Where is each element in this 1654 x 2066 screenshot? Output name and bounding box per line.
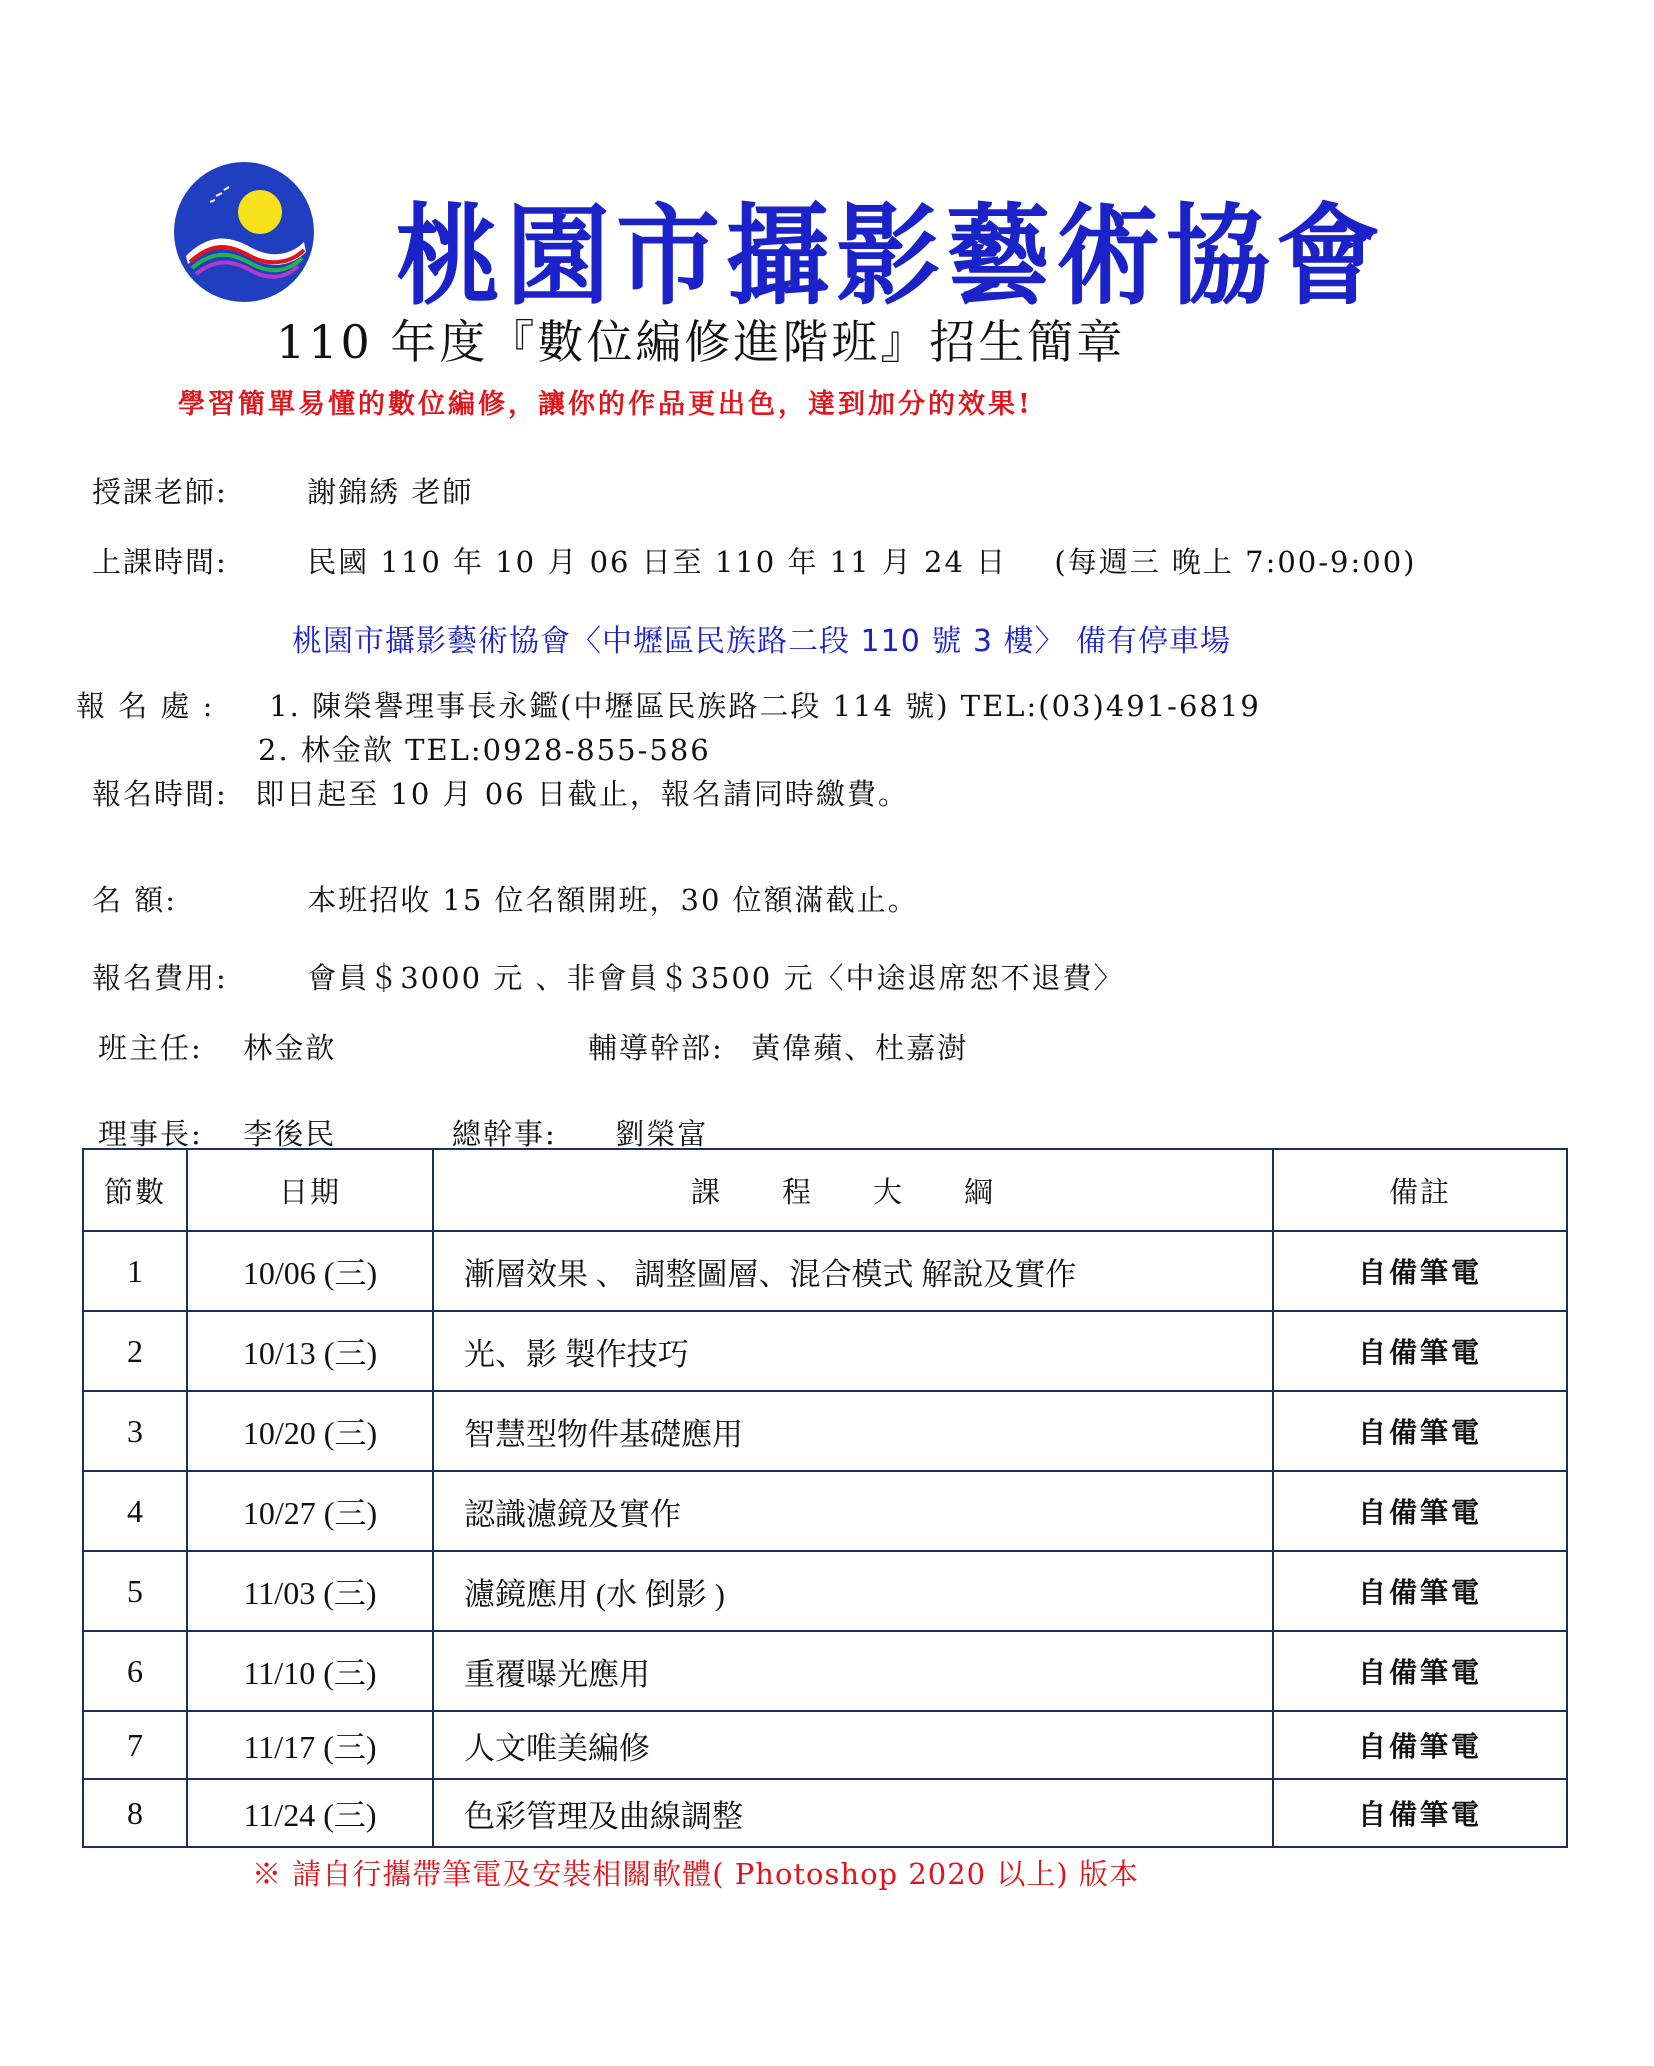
association-logo xyxy=(172,160,316,304)
tutors-line xyxy=(588,1026,968,1067)
fee-label: 報名費用: xyxy=(92,961,228,995)
session-date: 11/10 (三) xyxy=(187,1631,433,1711)
registration-line-1 xyxy=(76,684,1261,725)
session-note: 自備筆電 xyxy=(1273,1631,1567,1711)
session-number: 7 xyxy=(83,1711,187,1779)
secretary-value: 劉榮富 xyxy=(615,1117,709,1151)
header-note: 備註 xyxy=(1273,1149,1567,1231)
venue: 桃園市攝影藝術協會〈中壢區民族路二段 110 號 3 樓〉 備有停車場 xyxy=(292,624,1232,659)
chairman-line xyxy=(98,1112,336,1153)
session-number: 4 xyxy=(83,1471,187,1551)
registration-1: 1. 陳榮譽理事長永鑑(中壢區民族路二段 114 號) TEL:(03)491-6819 xyxy=(269,689,1261,723)
table-row xyxy=(83,1231,1567,1311)
session-topic: 智慧型物件基礎應用 xyxy=(433,1391,1273,1471)
table-row xyxy=(83,1631,1567,1711)
registration-line-2 xyxy=(258,728,711,769)
class-head-value: 林金歆 xyxy=(243,1031,337,1065)
quota-line xyxy=(92,878,919,919)
teacher-value: 謝錦綉 老師 xyxy=(307,475,474,509)
time-note: (每週三 晚上 7:00-9:00) xyxy=(1054,545,1417,579)
time-label: 上課時間: xyxy=(92,545,228,579)
teacher-label: 授課老師: xyxy=(92,475,228,509)
session-number: 1 xyxy=(83,1231,187,1311)
reg-time-line xyxy=(92,772,909,813)
session-date: 10/20 (三) xyxy=(187,1391,433,1471)
class-head-line xyxy=(98,1026,336,1067)
secretary-label: 總幹事: xyxy=(452,1117,557,1151)
session-date: 11/03 (三) xyxy=(187,1551,433,1631)
header-date: 日期 xyxy=(187,1149,433,1231)
session-topic: 重覆曝光應用 xyxy=(433,1631,1273,1711)
session-topic: 漸層效果 、 調整圖層、混合模式 解說及實作 xyxy=(433,1231,1273,1311)
session-date: 10/13 (三) xyxy=(187,1311,433,1391)
tagline: 學習簡單易懂的數位編修，讓你的作品更出色，達到加分的效果! xyxy=(178,389,1033,420)
session-number: 3 xyxy=(83,1391,187,1471)
session-note: 自備筆電 xyxy=(1273,1391,1567,1471)
registration-2: 2. 林金歆 TEL:0928-855-586 xyxy=(258,733,711,767)
reg-time-label: 報名時間: xyxy=(92,777,228,811)
tutors-value: 黃偉蘋、杜嘉澍 xyxy=(751,1031,969,1065)
session-note: 自備筆電 xyxy=(1273,1779,1567,1847)
session-number: 2 xyxy=(83,1311,187,1391)
table-row xyxy=(83,1391,1567,1471)
table-row xyxy=(83,1779,1567,1847)
header-session: 節數 xyxy=(83,1149,187,1231)
time-value: 民國 110 年 10 月 06 日至 110 年 11 月 24 日 xyxy=(307,545,1008,579)
quota-value: 本班招收 15 位名額開班，30 位額滿截止。 xyxy=(307,883,919,917)
table-row xyxy=(83,1311,1567,1391)
session-number: 6 xyxy=(83,1631,187,1711)
registration-label: 報 名 處 : xyxy=(76,689,215,723)
table-header-row xyxy=(83,1149,1567,1231)
footnote: ※ 請自行攜帶筆電及安裝相關軟體( Photoshop 2020 以上) 版本 xyxy=(252,1857,1139,1891)
session-date: 11/24 (三) xyxy=(187,1779,433,1847)
table-row xyxy=(83,1471,1567,1551)
time-line xyxy=(92,540,1416,581)
session-note: 自備筆電 xyxy=(1273,1311,1567,1391)
session-note: 自備筆電 xyxy=(1273,1551,1567,1631)
session-topic: 濾鏡應用 (水 倒影 ) xyxy=(433,1551,1273,1631)
session-topic: 人文唯美編修 xyxy=(433,1711,1273,1779)
session-number: 8 xyxy=(83,1779,187,1847)
table-row xyxy=(83,1711,1567,1779)
header-outline: 課程大綱 xyxy=(433,1149,1273,1231)
tutors-label: 輔導幹部: xyxy=(588,1031,724,1065)
teacher-line xyxy=(92,470,473,511)
session-topic: 光、影 製作技巧 xyxy=(433,1311,1273,1391)
session-date: 10/06 (三) xyxy=(187,1231,433,1311)
class-head-label: 班主任: xyxy=(98,1031,203,1065)
chairman-value: 李後民 xyxy=(243,1117,337,1151)
quota-label: 名 額: xyxy=(92,883,177,917)
session-topic: 色彩管理及曲線調整 xyxy=(433,1779,1273,1847)
session-note: 自備筆電 xyxy=(1273,1231,1567,1311)
session-note: 自備筆電 xyxy=(1273,1471,1567,1551)
session-topic: 認識濾鏡及實作 xyxy=(433,1471,1273,1551)
fee-value: 會員＄3000 元 、非會員＄3500 元〈中途退席恕不退費〉 xyxy=(307,961,1125,995)
reg-time-value: 即日起至 10 月 06 日截止，報名請同時繳費。 xyxy=(255,777,909,811)
session-number: 5 xyxy=(83,1551,187,1631)
session-date: 11/17 (三) xyxy=(187,1711,433,1779)
session-date: 10/27 (三) xyxy=(187,1471,433,1551)
session-note: 自備筆電 xyxy=(1273,1711,1567,1779)
fee-line xyxy=(92,956,1124,997)
org-title: 桃園市攝影藝術協會 xyxy=(396,192,1387,321)
secretary-line xyxy=(452,1112,708,1153)
course-schedule-table xyxy=(82,1148,1568,1848)
document-subtitle: 110 年度『數位編修進階班』招生簡章 xyxy=(276,315,1126,369)
chairman-label: 理事長: xyxy=(98,1117,203,1151)
table-row xyxy=(83,1551,1567,1631)
